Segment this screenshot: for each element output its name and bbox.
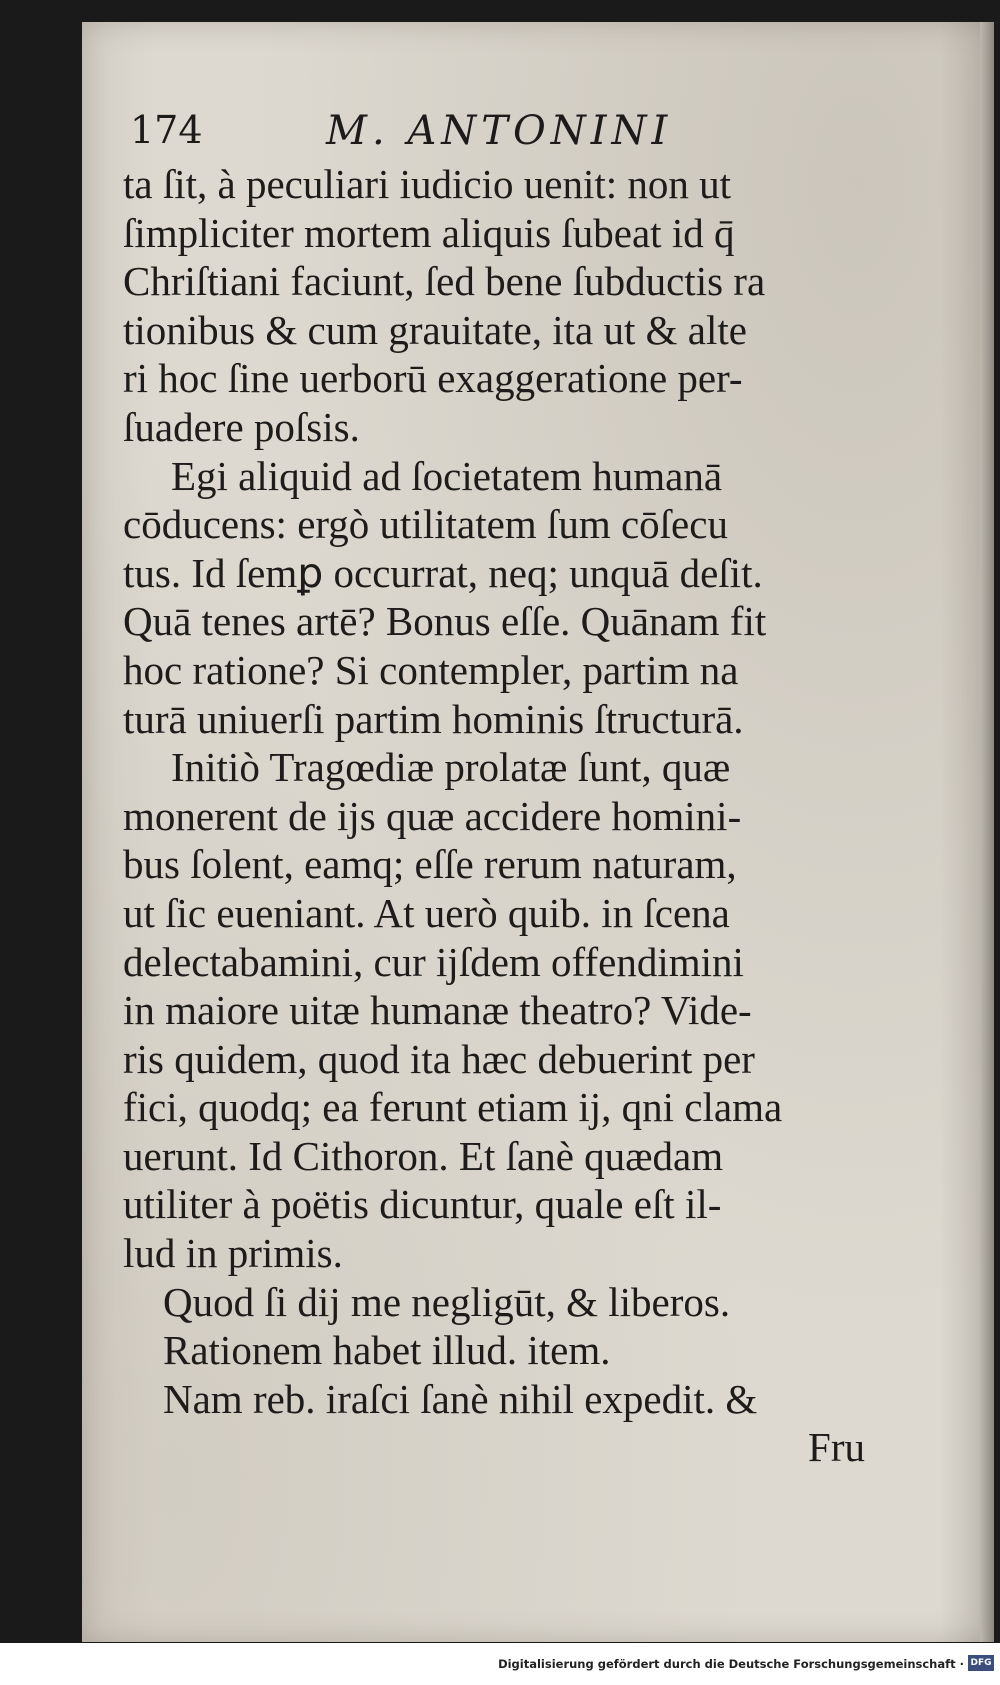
text-line: ta ſit, à peculiari iudicio uenit: non ut [123,161,732,207]
text-line: monerent de ijs quæ accidere homini- [123,792,742,839]
page-header [130,108,870,160]
funding-credit: Digitalisierung gefördert durch die Deutsche Forschungsgemeinschaft · [498,1657,964,1671]
text-line: in maiore uitæ humanæ theatro? Vide- [123,987,752,1034]
text-line: uerunt. Id Cithoron. Et ſanè quædam [123,1132,724,1179]
text-line: ut ſic eueniant. At uerò quib. in ſcena [123,889,730,936]
dfg-logo-icon: DFG [968,1655,994,1671]
text-line: cōducens: ergò utilitatem ſum cōſecu [123,501,728,548]
text-line: ris quidem, quod ita hæc debuerint per [123,1035,755,1082]
text-line: turā uniuerſi partim hominis ſtructurā. [123,695,744,742]
text-line: ri hoc ſine uerborū exaggeratione per- [123,355,743,402]
text-line: ſimpliciter mortem aliquis ſubeat id q̄ [123,209,735,256]
text-line: Initiò Tragœdiæ prolatæ ſunt, quæ [171,744,731,791]
text-line: Quā tenes artē? Bonus eſſe. Quānam fit [123,598,767,645]
text-line: tionibus & cum grauitate, ita ut & alte [123,306,747,353]
text-line: Rationem habet illud. item. [163,1327,611,1374]
text-line: lud in primis. [123,1230,343,1277]
text-line: bus ſolent, eamq; eſſe rerum naturam, [123,841,737,888]
text-line: utiliter à poëtis dicuntur, quale eſt il- [123,1181,722,1228]
digitization-footer [0,1643,1000,1685]
text-line: Chriſtiani faciunt, ſed bene ſubductis ra [123,258,766,305]
text-line: hoc ratione? Si contempler, partim na [123,646,739,693]
running-title: M. ANTONINI [326,108,673,154]
catchword: Fru [808,1424,865,1471]
body-text [123,160,873,1472]
text-line: delectabamini, cur ijſdem offendimini [123,938,744,985]
page-gutter-shadow [980,22,994,1642]
page-number: 174 [130,108,203,152]
text-line: Quod ſi dij me negligūt, & liberos. [163,1278,731,1325]
text-line: fici, quodq; ea ferunt etiam ij, qni clama [123,1084,783,1131]
text-line: Nam reb. iraſci ſanè nihil expedit. & [163,1375,758,1422]
text-line: tus. Id ſemꝑ occurrat, neq; unquā deſit. [123,549,763,596]
text-line: ſuadere poſsis. [123,403,360,450]
text-line: Egi aliquid ad ſocietatem humanā [171,452,723,499]
